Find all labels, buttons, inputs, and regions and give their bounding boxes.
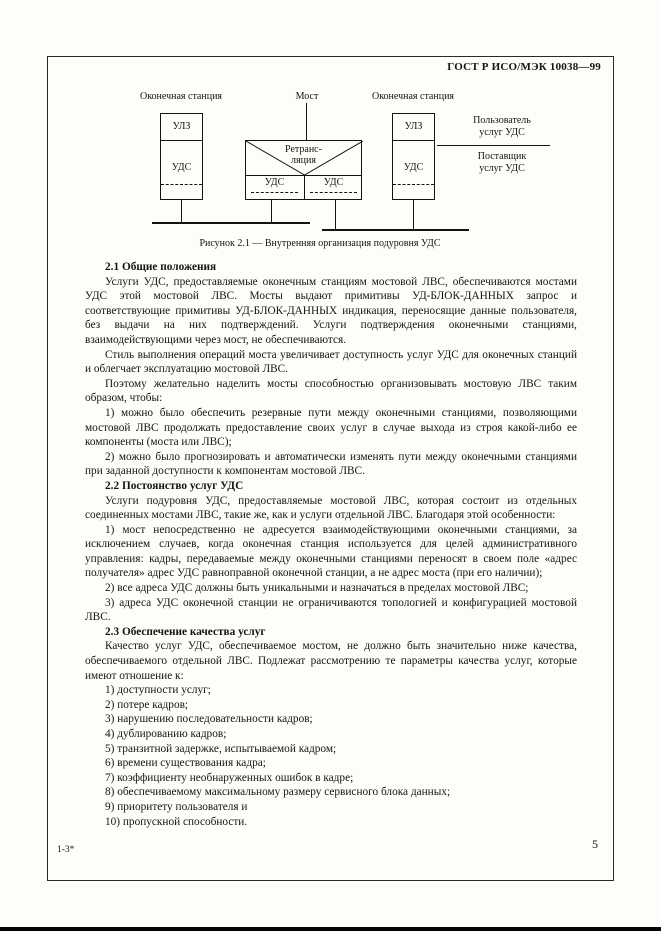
paragraph: Услуги УДС, предоставляемые оконечным станциям мостовой ЛВС, обеспечиваются мостами УДС этой мостовой ЛВС. Мосты выдают примитивы УД-БЛОК-ДАННЫХ запрос и соответствующие примитивы УД-БЛОК-ДАННЫХ индикация, переносящие данные пользователя, без выдачи на них подтверждений. Услуги подтверждения оконечными станциями, взаимодействующими через мост, не обеспечиваются. xyxy=(85,275,577,346)
mac-layer-label: УДС xyxy=(403,162,424,173)
relay-label-line2: ляция xyxy=(291,155,316,166)
user-provider-separator-line xyxy=(437,145,550,146)
mac-layer-label: УДС xyxy=(323,177,344,188)
list-item: 9) приоритету пользователя и xyxy=(105,800,248,813)
mac-layer-label: УДС xyxy=(171,162,192,173)
mac-service-boundary-dashed-line xyxy=(161,184,202,185)
mac-layer-cell xyxy=(161,141,202,198)
mac-service-boundary-dashed-line xyxy=(251,192,298,193)
scan-edge-artifact xyxy=(0,927,661,931)
llc-layer-label: УЛЗ xyxy=(161,114,202,141)
relay-label xyxy=(246,144,361,166)
document-body xyxy=(85,260,577,829)
section-heading-2-1: 2.1 Общие положения xyxy=(105,261,217,273)
bridge-right-mac-cell xyxy=(305,176,362,199)
user-label-line1: Пользователь xyxy=(473,115,531,126)
left-lan-medium-bar xyxy=(152,222,310,224)
list-item: 6) времени существования кадра; xyxy=(105,757,266,770)
list-item: 5) транзитной задержке, испытываемой кадром; xyxy=(105,742,337,755)
page-number: 5 xyxy=(592,837,598,851)
llc-layer-label: УЛЗ xyxy=(393,114,434,141)
paragraph: Услуги подуровня УДС, предоставляемые мостовой ЛВС, которая состоит из отдельных соединенных мостами ЛВС, такие же, как и услуги отдельной ЛВС. Благодаря этой особенности: xyxy=(85,494,577,522)
paragraph: Качество услуг УДС, обеспечиваемое мостом, не должно быть значительно ниже качества, обеспечиваемого отдельной ЛВС. Подлежат рассмотрению те параметры качества услуг, которые имеют отношение к: xyxy=(85,640,577,682)
provider-label-line2: услуг УДС xyxy=(479,162,525,174)
paragraph: 3) адреса УДС оконечной станции не ограничиваются топологией и конфигурацией мостовой ЛВС. xyxy=(85,596,577,624)
bridge-box xyxy=(245,140,362,200)
bridge-title: Мост xyxy=(295,91,319,102)
right-end-station-box xyxy=(392,113,435,200)
paragraph: 1) можно было обеспечить резервные пути между оконечными станциями, позволяющими мостовой ЛВС продолжать предоставление своих услуг в случае выхода из строя какой-либо ее компоненты (моста или ЛВС); xyxy=(85,406,577,449)
paragraph: 2) все адреса УДС должны быть уникальными и назначаться в пределах мостовой ЛВС; xyxy=(105,582,529,595)
bridge-left-lan-connector xyxy=(271,200,272,222)
left-station-lan-connector xyxy=(181,200,182,222)
list-item: 7) коэффициенту необнаруженных ошибок в кадре; xyxy=(105,771,354,784)
left-end-station-box xyxy=(160,113,203,200)
section-heading-2-2: 2.2 Постоянство услуг УДС xyxy=(105,479,244,492)
list-item: 4) дублированию кадров; xyxy=(105,728,227,740)
section-heading-2-3: 2.3 Обеспечение качества услуг xyxy=(105,625,266,638)
figure-caption: Рисунок 2.1 — Внутренняя организация подуровня УДС xyxy=(199,238,441,249)
mac-layer-label: УДС xyxy=(264,177,285,188)
figure-2-1-diagram xyxy=(85,88,555,256)
paragraph: Поэтому желательно наделить мосты способностью организовывать мостовую ЛВС таким образом, чтобы: xyxy=(85,377,577,405)
list-item: 1) доступности услуг; xyxy=(105,684,211,697)
left-station-title: Оконечная станция xyxy=(139,91,223,102)
mac-service-boundary-dashed-line xyxy=(310,192,357,193)
mac-service-boundary-dashed-line xyxy=(393,184,434,185)
list-item: 8) обеспечиваемому максимальному размеру сервисного блока данных; xyxy=(105,786,451,799)
mac-service-provider-label xyxy=(451,151,553,174)
right-station-lan-connector xyxy=(413,200,414,229)
mac-service-user-label xyxy=(451,115,553,138)
list-item: 10) пропускной способности. xyxy=(105,815,248,828)
bridge-right-lan-connector xyxy=(335,200,336,229)
list-item: 2) потере кадров; xyxy=(105,698,189,711)
right-station-title: Оконечная станция xyxy=(371,91,455,102)
mac-layer-cell xyxy=(393,141,434,198)
document-number: ГОСТ Р ИСО/МЭК 10038—99 xyxy=(447,61,601,73)
bridge-pointer-line xyxy=(306,103,307,140)
user-label-line2: услуг УДС xyxy=(479,126,525,138)
list-item: 3) нарушению последовательности кадров; xyxy=(105,713,313,726)
paragraph: Стиль выполнения операций моста увеличивает доступность услуг УДС для оконечных станций и облегчает эксплуатацию мостовой ЛВС. xyxy=(85,348,577,376)
right-lan-medium-bar xyxy=(322,229,469,231)
bridge-left-mac-cell xyxy=(246,176,303,199)
paragraph: 2) можно было прогнозировать и автоматически изменять пути между оконечными станциями при заданной доступности к компонентам мостовой ЛВС. xyxy=(85,450,577,478)
paragraph: 1) мост непосредственно не адресуется взаимодействующими оконечными станциями, за исключением случаев, когда оконечная станция используется для целей административного управления: кадры, передаваемые между оконечными станциями переносят в своем поле «адрес получателя» адрес УДС равноправной оконечной станции, а не адрес моста (при его наличии); xyxy=(85,523,577,580)
print-signature-mark: 1-3* xyxy=(57,845,75,855)
provider-label-line1: Поставщик xyxy=(477,151,527,162)
relay-label-line1: Ретранс- xyxy=(285,144,322,155)
